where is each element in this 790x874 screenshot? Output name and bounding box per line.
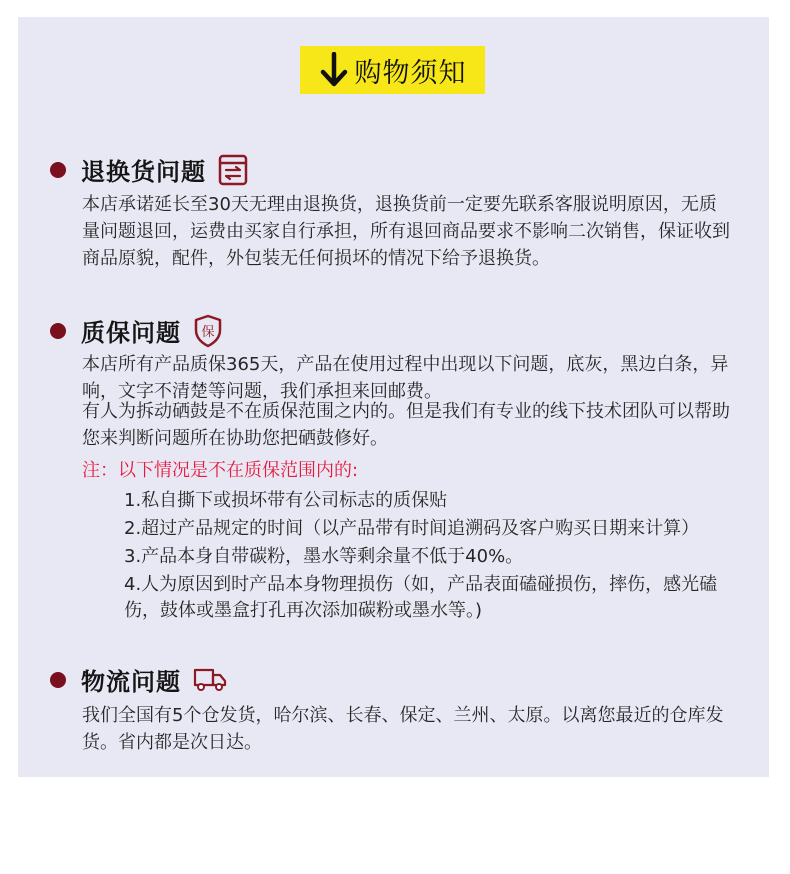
shield-badge-char: 保	[201, 324, 215, 340]
list-item: 1.私自撕下或损坏带有公司标志的质保贴	[124, 490, 448, 511]
logistics-section-header	[50, 662, 227, 697]
warranty-body-2: 有人为拆动硒鼓是不在质保范围之内的。但是我们有专业的线下技术团队可以帮助您来判断问题所在协助您把硒鼓修好。	[82, 401, 730, 449]
banner-title: 购物须知	[354, 57, 467, 89]
warranty-body-1: 本店所有产品质保365天，产品在使用过程中出现以下问题，底灰，黑边白条，异响，文字不清楚等问题，我们承担来回邮费。	[82, 354, 729, 402]
bullet-dot	[50, 323, 66, 339]
warranty-note: 注：以下情况是不在质保范围内的:	[82, 460, 359, 481]
list-item: 3.产品本身自带碳粉，墨水等剩余量不低于40%。	[124, 546, 524, 567]
return-receipt-icon	[218, 154, 248, 186]
returns-body: 本店承诺延长至30天无理由退换货，退换货前一定要先联系客服说明原因，无质量问题退回，运费由买家自行承担，所有退回商品要求不影响二次销售，保证收到商品原貌，配件，外包装无任何损坏的情况下给予退换货。	[82, 194, 730, 269]
bullet-dot	[50, 672, 66, 688]
list-item: 2.超过产品规定的时间（以产品带有时间追溯码及客户购买日期来计算）	[124, 518, 700, 539]
returns-title: 退换货问题	[81, 158, 206, 186]
logistics-title: 物流问题	[81, 668, 181, 696]
warranty-exclusion-list	[124, 488, 734, 626]
returns-section-header	[50, 152, 248, 187]
notice-banner	[300, 46, 485, 94]
warranty-section-header	[50, 313, 223, 348]
bullet-dot	[50, 162, 66, 178]
list-item: 4.人为原因到时产品本身物理损伤（如，产品表面磕碰损伤，摔伤，感光磕伤，鼓体或墨盒打孔再次添加碳粉或墨水等。)	[124, 574, 718, 621]
shield-bao-icon	[193, 314, 223, 348]
down-arrow-icon	[319, 52, 349, 88]
logistics-body: 我们全国有5个仓发货，哈尔滨、长春、保定、兰州、太原。以离您最近的仓库发货。省内都是次日达。	[82, 705, 724, 753]
delivery-truck-icon	[193, 667, 227, 693]
warranty-title: 质保问题	[81, 319, 181, 347]
